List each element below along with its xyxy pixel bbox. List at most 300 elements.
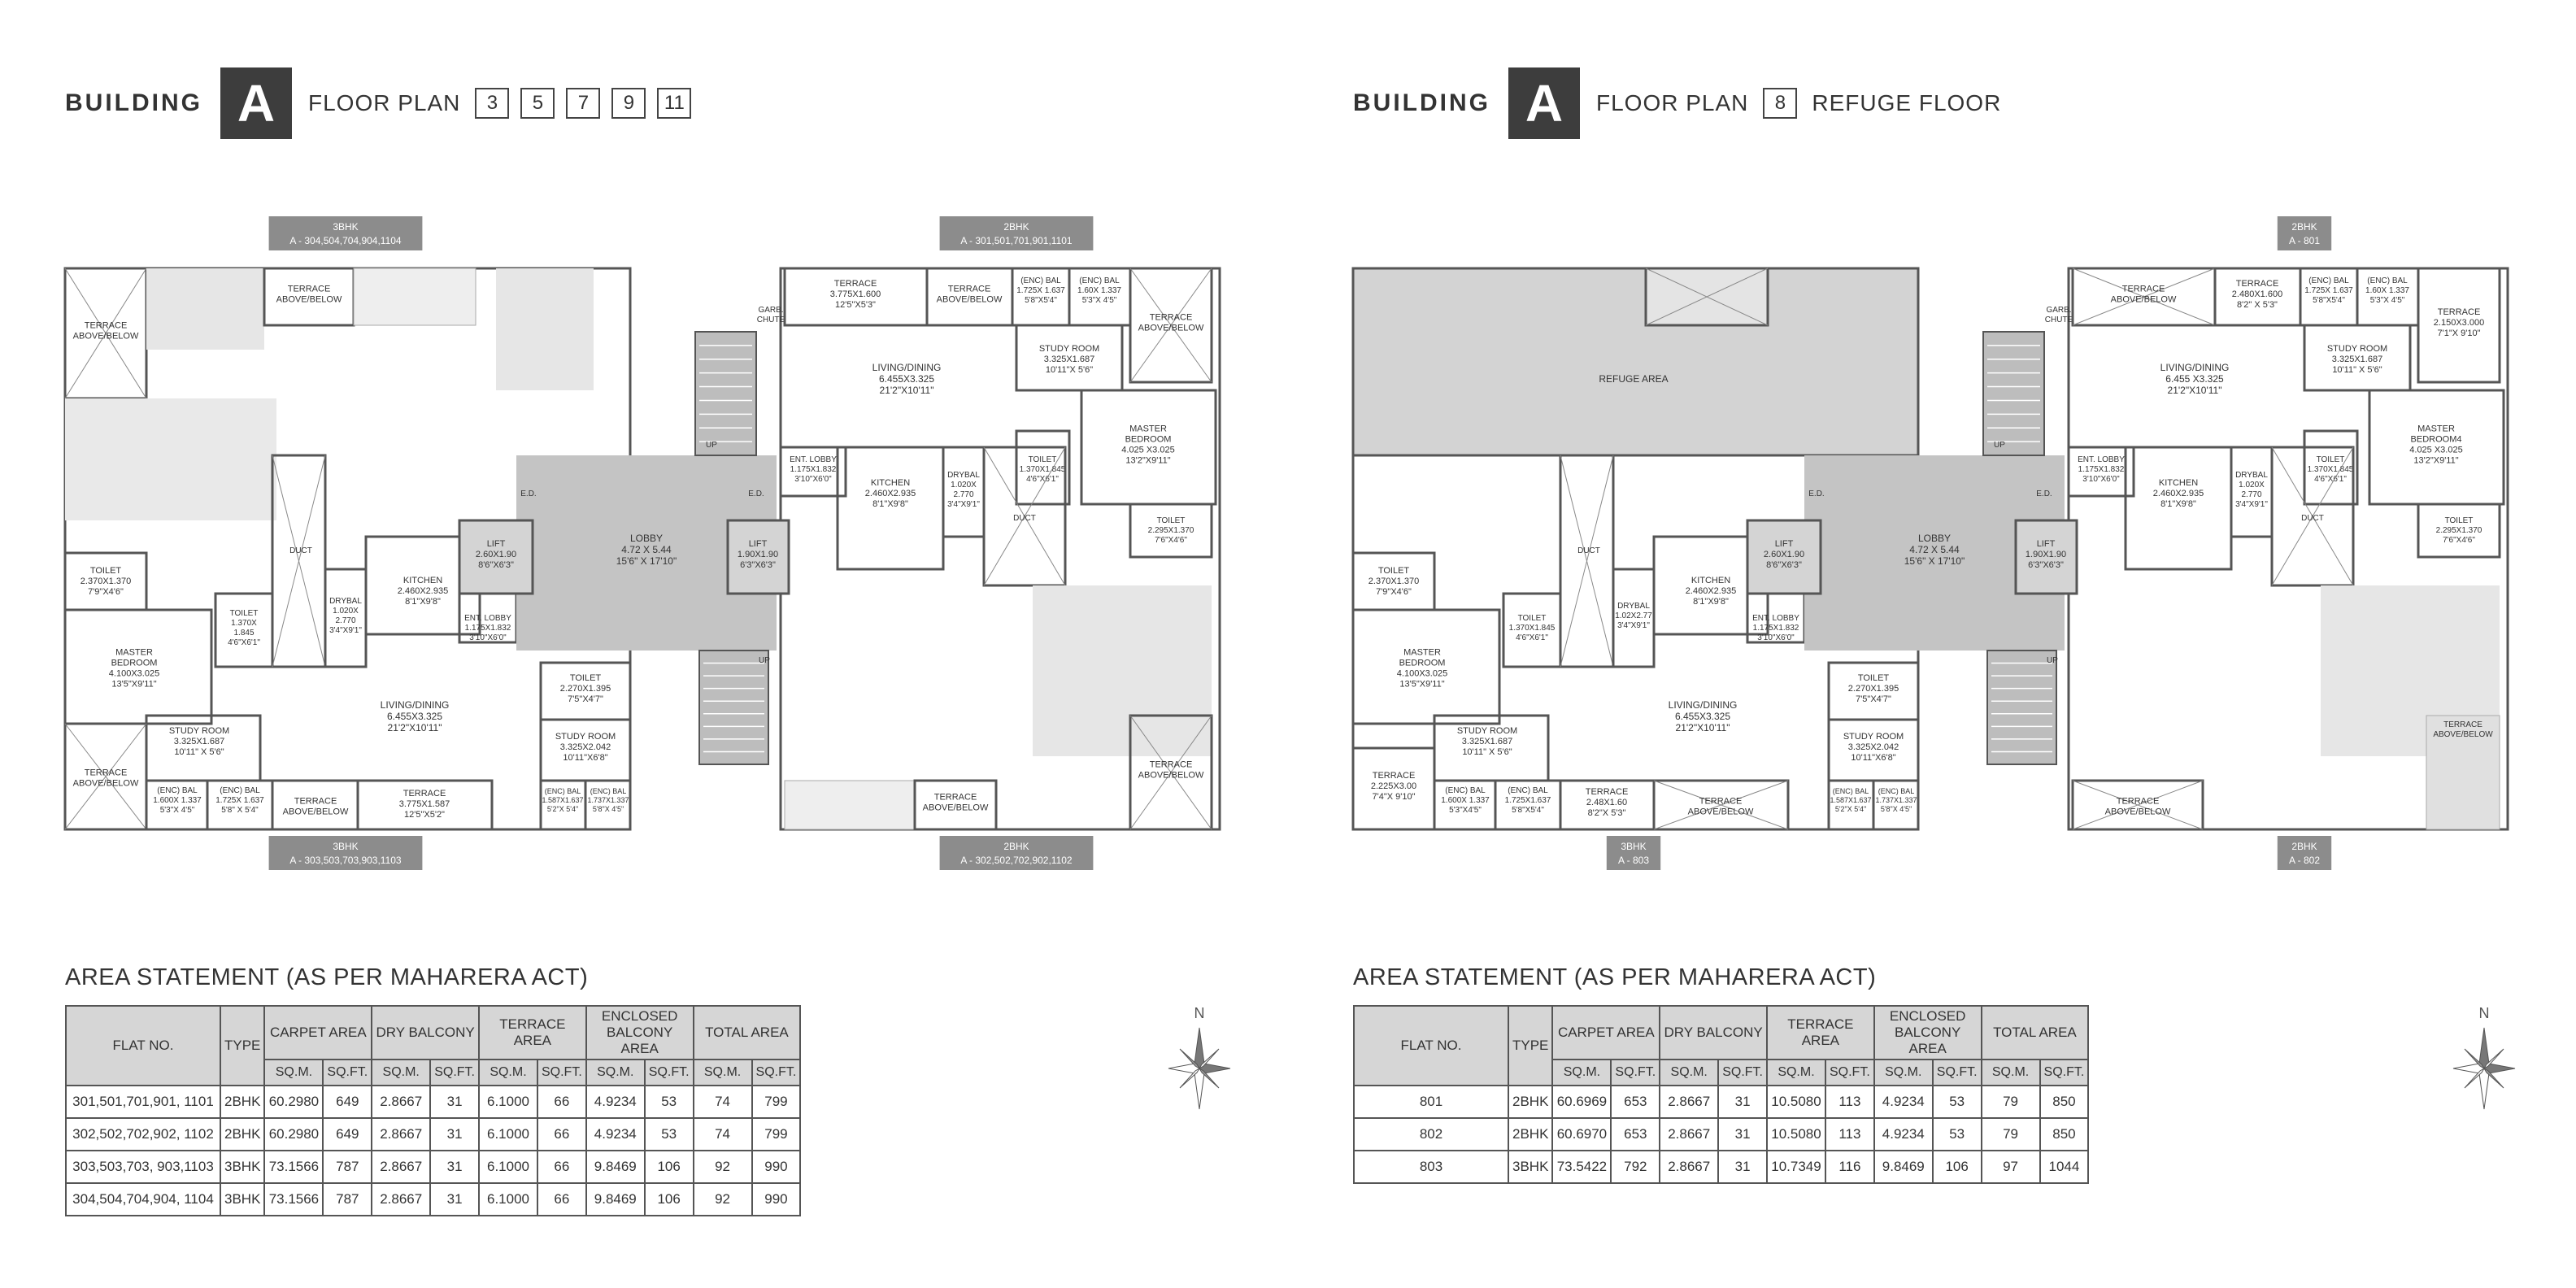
room-label: 7'4"X 9'10"	[1372, 792, 1416, 802]
room-label: 4'6"X6'1"	[1516, 633, 1548, 642]
room-label: 2.270X1.395	[559, 684, 611, 694]
room-label: DRYBAL	[947, 471, 980, 480]
header-unit: SQ.M.	[694, 1060, 752, 1086]
header-unit: SQ.FT.	[2040, 1060, 2089, 1086]
room-label: 13'2"X9'11"	[1125, 455, 1171, 466]
room-label: 1.845	[233, 629, 255, 637]
room-label: ABOVE/BELOW	[282, 807, 349, 817]
table-cell: 304,504,704,904, 1104	[66, 1183, 220, 1216]
room-label: 5'3"X 4'5"	[1081, 296, 1117, 305]
table-cell: 31	[430, 1151, 479, 1183]
room-label: 2.770	[335, 616, 356, 625]
room-label: 1.020X	[333, 607, 359, 616]
staircase	[1983, 332, 2044, 455]
room-label: TOILET	[2316, 455, 2345, 464]
table-cell: 4.9234	[1874, 1118, 1933, 1151]
room-label: 6.455X3.325	[1674, 711, 1731, 722]
room-label: DRYBAL	[1617, 602, 1650, 611]
table-cell: 9.8469	[586, 1151, 645, 1183]
floor-plan-drawing	[57, 211, 1236, 866]
terrace-checker	[785, 781, 915, 829]
table-row	[1354, 1118, 2088, 1151]
room-label: UP	[706, 441, 717, 450]
unit-tag-label: 2BHK	[2291, 221, 2317, 233]
room-label: 2.460X2.935	[397, 586, 449, 596]
room-label: (ENC) BAL	[590, 787, 627, 795]
table-cell: 301,501,701,901, 1101	[66, 1086, 220, 1118]
room-label: ENT. LOBBY	[2078, 455, 2125, 464]
room-label: 7'5"X4'7"	[1856, 694, 1891, 704]
room-label: TERRACE	[402, 789, 446, 798]
room-label: 4.100X3.025	[108, 668, 160, 679]
room-label: 10'11"X 5'6"	[1045, 365, 1094, 375]
room-label: STUDY ROOM	[168, 726, 230, 736]
table-cell: 31	[430, 1183, 479, 1216]
unit-tag-label: 3BHK	[333, 841, 359, 852]
staircase	[695, 332, 756, 455]
room-label: 2.60X1.90	[1763, 550, 1805, 559]
room-label: 5'3"X 4'5"	[2369, 296, 2405, 305]
room-label: 4'6"X6'1"	[1026, 475, 1059, 484]
room-label: 4.025 X3.025	[2409, 445, 2463, 455]
room-label: TERRACE	[294, 796, 337, 807]
room-label: 2.370X1.370	[80, 577, 132, 586]
room-label: 10'11"X6'8"	[563, 753, 608, 763]
room-label: 6'3"X6'3"	[740, 560, 776, 570]
header-type: TYPE	[220, 1006, 264, 1086]
bedroom-area	[496, 268, 594, 390]
room-label: TERRACE	[2437, 307, 2481, 317]
table-cell: 4.9234	[1874, 1086, 1933, 1118]
room-label: TOILET	[229, 609, 259, 618]
table-cell: 653	[1611, 1086, 1660, 1118]
room-label: 12'5"X5'2"	[404, 810, 445, 820]
room-label: UP	[1994, 441, 2005, 450]
room-label: LIFT	[748, 539, 768, 549]
room-label: BEDROOM	[111, 658, 158, 668]
room-label: MASTER	[1403, 647, 1441, 658]
table-cell: 53	[645, 1118, 694, 1151]
room-label: 1.02X2.77	[1615, 611, 1652, 620]
room-label: 7'6"X4'6"	[2443, 536, 2475, 545]
table-cell: 66	[537, 1183, 586, 1216]
floor-number-box: 7	[566, 88, 600, 119]
table-cell: 31	[430, 1086, 479, 1118]
table-cell: 106	[1933, 1151, 1982, 1183]
room-label: TOILET	[1028, 455, 1057, 464]
header-unit: SQ.M.	[1767, 1060, 1825, 1086]
room-label: ABOVE/BELOW	[922, 803, 989, 813]
floor-plan-label: FLOOR PLAN	[308, 90, 461, 115]
table-cell: 60.6970	[1552, 1118, 1611, 1151]
left-header	[65, 67, 703, 140]
table-cell: 31	[1718, 1086, 1767, 1118]
building-label: BUILDING	[65, 89, 202, 116]
room-label: 5'8"X 4'5"	[592, 805, 624, 813]
floor-number-box: 9	[611, 88, 646, 119]
table-cell: 787	[323, 1183, 372, 1216]
room-label: 1.725X 1.637	[2304, 286, 2353, 295]
unit-tag-label: A - 302,502,702,902,1102	[960, 855, 1073, 866]
room-label: 6.455 X3.325	[2165, 373, 2224, 385]
room-label: 10'11" X 5'6"	[2332, 365, 2382, 375]
room-label: TERRACE	[2116, 796, 2160, 807]
room-label: 2.48X1.60	[1586, 798, 1628, 807]
room-label: 5'8"X5'4"	[1512, 806, 1544, 815]
area-statement-title: AREA STATEMENT (AS PER MAHARERA ACT)	[65, 964, 589, 990]
room-label: DUCT	[1013, 514, 1036, 523]
area-statement-table	[65, 1005, 801, 1216]
room-label: LIVING/DINING	[1668, 699, 1738, 711]
table-cell: 2.8667	[1660, 1086, 1718, 1118]
room-label: 15'6" X 17'10"	[1904, 555, 1965, 567]
header-flat-no: FLAT NO.	[66, 1006, 220, 1086]
table-cell: 3BHK	[1508, 1151, 1552, 1183]
unit-tag-label: A - 304,504,704,904,1104	[289, 235, 402, 246]
table-cell: 60.6969	[1552, 1086, 1611, 1118]
room-label: (ENC) BAL	[2308, 276, 2349, 285]
table-cell: 60.2980	[264, 1086, 323, 1118]
table-cell: 850	[2040, 1118, 2089, 1151]
header-group: CARPET AREA	[1552, 1006, 1660, 1060]
table-cell: 73.1566	[264, 1183, 323, 1216]
room-label: MASTER	[2417, 424, 2455, 434]
room-label: (ENC) BAL	[220, 786, 260, 795]
header-unit: SQ.FT.	[537, 1060, 586, 1086]
room-label: (ENC) BAL	[157, 786, 198, 795]
room-label: 2.60X1.90	[475, 550, 517, 559]
room-label: 1.020X	[2239, 481, 2265, 490]
room-label: BEDROOM	[1399, 658, 1446, 668]
room-label: LOBBY	[629, 533, 664, 544]
staircase	[699, 651, 768, 764]
room-label: TOILET	[2444, 516, 2474, 525]
room-label: 2.460X2.935	[864, 489, 916, 498]
room-label: E.D.	[2036, 490, 2052, 498]
room-label: LIFT	[486, 539, 506, 549]
north-compass-icon	[1163, 1002, 1236, 1116]
refuge-floor-label: REFUGE FLOOR	[1812, 90, 2002, 115]
table-cell: 92	[694, 1183, 752, 1216]
table-cell: 9.8469	[1874, 1151, 1933, 1183]
header-group: TERRACE AREA	[1767, 1006, 1874, 1060]
floor-plan-drawing	[1345, 211, 2524, 866]
room-label: E.D.	[520, 490, 537, 498]
room-label: TERRACE	[833, 279, 877, 289]
room-label: DUCT	[289, 546, 312, 555]
table-cell: 1044	[2040, 1151, 2089, 1183]
table-cell: 60.2980	[264, 1118, 323, 1151]
room-label: LIFT	[2036, 539, 2056, 549]
room-label: 1.175X1.832	[464, 624, 511, 633]
table-cell: 113	[1825, 1086, 1874, 1118]
room-label: GARB.	[2046, 306, 2072, 315]
table-cell: 106	[645, 1151, 694, 1183]
room-label: 21'2"X10'11"	[387, 722, 442, 733]
area-statement-table	[1353, 1005, 2089, 1184]
room-label: ABOVE/BELOW	[936, 294, 1003, 305]
unit-tag-label: 3BHK	[333, 221, 359, 233]
room-label: 5'8" X 5'4"	[221, 806, 259, 815]
room-label: E.D.	[748, 490, 764, 498]
table-cell: 79	[1982, 1086, 2040, 1118]
room-label: ENT. LOBBY	[1752, 614, 1799, 623]
room-label: (ENC) BAL	[1832, 787, 1869, 795]
unit-tag-label: A - 801	[2288, 235, 2321, 246]
room-label: 3'10"X6'0"	[1757, 633, 1795, 642]
room-label: 5'8"X5'4"	[2313, 296, 2345, 305]
table-cell: 10.5080	[1767, 1118, 1825, 1151]
room-label: LIVING/DINING	[2160, 362, 2230, 373]
table-cell: 74	[694, 1086, 752, 1118]
header-group: ENCLOSED BALCONY AREA	[586, 1006, 694, 1060]
room-label: 1.600X 1.337	[153, 796, 202, 805]
room-label: 1.737X1.337	[1875, 796, 1917, 804]
table-cell: 74	[694, 1118, 752, 1151]
room-label: TOILET	[569, 673, 602, 683]
table-cell: 10.7349	[1767, 1151, 1825, 1183]
table-cell: 31	[1718, 1151, 1767, 1183]
room-label: 6'3"X6'3"	[2028, 560, 2064, 570]
table-cell: 302,502,702,902, 1102	[66, 1118, 220, 1151]
room-label: 3.775X1.600	[829, 289, 881, 299]
room-label: 1.370X1.845	[1019, 465, 1066, 474]
unit-tag-label: 3BHK	[1621, 841, 1647, 852]
room-label: 5'8"X 4'5"	[1880, 805, 1912, 813]
room-label: 2.770	[2241, 490, 2262, 499]
room-label: ABOVE/BELOW	[1138, 323, 1204, 333]
room-label: ABOVE/BELOW	[72, 778, 139, 789]
floor-plan-label: FLOOR PLAN	[1596, 90, 1749, 115]
room-label: 3.325X1.687	[2331, 355, 2383, 364]
room-label: 3'4"X9'1"	[947, 500, 980, 509]
room-label: 8'1"X9'8"	[1693, 597, 1729, 607]
header-unit: SQ.M.	[1874, 1060, 1933, 1086]
room-label: 10'11"X6'8"	[1851, 753, 1896, 763]
table-cell: 2.8667	[372, 1118, 430, 1151]
room-label: 7'1"X 9'10"	[2437, 329, 2481, 338]
room-label: 2.480X1.600	[2231, 289, 2283, 299]
header-group: DRY BALCONY	[1660, 1006, 1767, 1060]
table-cell: 6.1000	[479, 1151, 537, 1183]
table-cell: 649	[323, 1118, 372, 1151]
room-label: TERRACE	[947, 284, 991, 294]
table-cell: 799	[752, 1118, 801, 1151]
room-label: 2.270X1.395	[1847, 684, 1899, 694]
room-label: DRYBAL	[2235, 471, 2268, 480]
header-group: TERRACE AREA	[479, 1006, 586, 1060]
room-label: 21'2"X10'11"	[1675, 722, 1730, 733]
header-unit: SQ.M.	[264, 1060, 323, 1086]
room-label: BEDROOM4	[2410, 434, 2462, 445]
table-cell: 787	[323, 1151, 372, 1183]
table-cell: 6.1000	[479, 1118, 537, 1151]
room-label: 10'11" X 5'6"	[1462, 747, 1512, 757]
table-cell: 4.9234	[586, 1086, 645, 1118]
bedroom-area	[65, 398, 276, 520]
room-label: 3.775X1.587	[398, 799, 450, 809]
room-label: 3.325X1.687	[1461, 737, 1513, 746]
table-cell: 92	[694, 1151, 752, 1183]
room-label: 1.587X1.637	[542, 796, 584, 804]
room-label: 13'2"X9'11"	[2413, 455, 2459, 466]
compass-north-label: N	[1194, 1005, 1205, 1021]
room-label: 13'5"X9'11"	[111, 679, 157, 690]
room-label: 8'6"X6'3"	[1766, 560, 1802, 570]
room-label: LIVING/DINING	[380, 699, 450, 711]
room-label: 13'5"X9'11"	[1399, 679, 1445, 690]
room-label: 4'6"X6'1"	[228, 638, 260, 647]
room-label: TERRACE	[84, 320, 128, 331]
header-type: TYPE	[1508, 1006, 1552, 1086]
room-label: (ENC) BAL	[1508, 786, 1548, 795]
room-label: UP	[2047, 656, 2058, 665]
table-cell: 2BHK	[220, 1118, 264, 1151]
unit-tag-label: A - 802	[2288, 855, 2321, 866]
room-label: TERRACE	[2121, 284, 2165, 294]
room-label: 10'11" X 5'6"	[174, 747, 224, 757]
unit-tag-label: 2BHK	[1003, 841, 1029, 852]
room-label: 5'3"X 4'5"	[159, 806, 195, 815]
header-unit: SQ.M.	[1660, 1060, 1718, 1086]
table-cell: 803	[1354, 1151, 1508, 1183]
table-cell: 990	[752, 1151, 801, 1183]
table-cell: 2BHK	[1508, 1086, 1552, 1118]
room-label: BEDROOM	[1125, 434, 1172, 445]
compass-north-label: N	[2478, 1005, 2490, 1021]
room-label: LIFT	[1774, 539, 1794, 549]
table-cell: 649	[323, 1086, 372, 1118]
room-label: STUDY ROOM	[2326, 344, 2388, 354]
room-label: 1.737X1.337	[587, 796, 629, 804]
table-cell: 53	[1933, 1118, 1982, 1151]
table-cell: 303,503,703, 903,1103	[66, 1151, 220, 1183]
room-label: 3'4"X9'1"	[329, 626, 362, 635]
room-label: DUCT	[2301, 514, 2324, 523]
room-label: 4'6"X6'1"	[2314, 475, 2347, 484]
table-cell: 113	[1825, 1118, 1874, 1151]
room-label: 2.460X2.935	[2152, 489, 2204, 498]
room-label: 1.020X	[951, 481, 977, 490]
header-unit: SQ.M.	[1552, 1060, 1611, 1086]
room-label: CHUTE	[2044, 315, 2073, 324]
room-label: ABOVE/BELOW	[2433, 730, 2493, 739]
header-unit: SQ.FT.	[1718, 1060, 1767, 1086]
room-label: 1.90X1.90	[737, 550, 779, 559]
room-label: 1.370X1.845	[1508, 624, 1556, 633]
table-cell: 2BHK	[1508, 1118, 1552, 1151]
table-cell: 31	[1718, 1118, 1767, 1151]
table-cell: 53	[645, 1086, 694, 1118]
table-cell: 116	[1825, 1151, 1874, 1183]
room-label: ABOVE/BELOW	[2110, 294, 2177, 305]
header-group: ENCLOSED BALCONY AREA	[1874, 1006, 1982, 1060]
room-label: 1.725X1.637	[1504, 796, 1551, 805]
room-label: ABOVE/BELOW	[1687, 807, 1754, 817]
table-cell: 3BHK	[220, 1183, 264, 1216]
room-label: (ENC) BAL	[1878, 787, 1915, 795]
room-label: 4.72 X 5.44	[621, 544, 672, 555]
room-label: ENT. LOBBY	[790, 455, 837, 464]
table-cell: 2.8667	[372, 1151, 430, 1183]
room-label: 1.175X1.832	[2078, 465, 2125, 474]
room-label: 3'10"X6'0"	[794, 475, 832, 484]
room-label: STUDY ROOM	[1038, 344, 1100, 354]
table-cell: 990	[752, 1183, 801, 1216]
table-cell: 9.8469	[586, 1183, 645, 1216]
terrace-checker	[354, 268, 476, 325]
table-row	[66, 1118, 800, 1151]
room-label: 1.90X1.90	[2025, 550, 2067, 559]
table-cell: 66	[537, 1151, 586, 1183]
room-label: TERRACE	[1149, 759, 1193, 770]
header-unit: SQ.M.	[479, 1060, 537, 1086]
room-label: TERRACE	[933, 792, 977, 803]
room-label: KITCHEN	[2158, 478, 2199, 488]
room-label: 21'2"X10'11"	[2167, 385, 2222, 396]
room-label: 1.370X	[231, 619, 257, 628]
staircase	[1987, 651, 2056, 764]
room-label: 1.600X 1.337	[1441, 796, 1490, 805]
table-cell: 31	[430, 1118, 479, 1151]
room-label: 8'1"X9'8"	[872, 499, 908, 509]
room-label: CHUTE	[756, 315, 785, 324]
room-label: ABOVE/BELOW	[1138, 770, 1204, 781]
table-row	[1354, 1086, 2088, 1118]
table-cell: 2BHK	[220, 1086, 264, 1118]
room-label: 5'3"X4'5"	[1449, 806, 1482, 815]
table-cell: 799	[752, 1086, 801, 1118]
table-cell: 10.5080	[1767, 1086, 1825, 1118]
room-label: DRYBAL	[329, 597, 362, 606]
bedroom-area	[1033, 585, 1212, 756]
header-group: DRY BALCONY	[372, 1006, 479, 1060]
room-label: 7'9"X4'6"	[1376, 587, 1412, 597]
room-label: 8'1"X9'8"	[2160, 499, 2196, 509]
table-cell: 97	[1982, 1151, 2040, 1183]
room-label: TERRACE	[84, 768, 128, 778]
table-cell: 801	[1354, 1086, 1508, 1118]
table-cell: 53	[1933, 1086, 1982, 1118]
room-label: 1.175X1.832	[1752, 624, 1799, 633]
table-cell: 653	[1611, 1118, 1660, 1151]
right-panel	[1288, 0, 2576, 1288]
room-label: 1.725X 1.637	[215, 796, 264, 805]
area-statement-title: AREA STATEMENT (AS PER MAHARERA ACT)	[1353, 964, 1877, 990]
room-label: 8'2"X 5'3"	[1587, 808, 1626, 818]
room-label: KITCHEN	[1690, 576, 1731, 585]
room-label: (ENC) BAL	[1445, 786, 1486, 795]
table-cell: 2.8667	[372, 1086, 430, 1118]
header-flat-no: FLAT NO.	[1354, 1006, 1508, 1086]
room-label: 1.60X 1.337	[1077, 286, 1121, 295]
room-label: 2.370X1.370	[1368, 577, 1420, 586]
room-label: 2.295X1.370	[1147, 526, 1194, 535]
room-label: TERRACE	[1372, 771, 1416, 781]
room-label: 2.225X3.00	[1370, 781, 1417, 791]
bedroom-area	[146, 268, 264, 350]
room-label: 2.770	[953, 490, 974, 499]
room-label: 8'2" X 5'3"	[2237, 300, 2278, 310]
room-label: MASTER	[1129, 424, 1167, 434]
room-label: LOBBY	[1917, 533, 1952, 544]
room-label: (ENC) BAL	[2367, 276, 2408, 285]
table-cell: 79	[1982, 1118, 2040, 1151]
header-unit: SQ.M.	[1982, 1060, 2040, 1086]
table-cell: 73.5422	[1552, 1151, 1611, 1183]
room-label: TERRACE	[1585, 787, 1629, 797]
table-cell: 2.8667	[1660, 1151, 1718, 1183]
